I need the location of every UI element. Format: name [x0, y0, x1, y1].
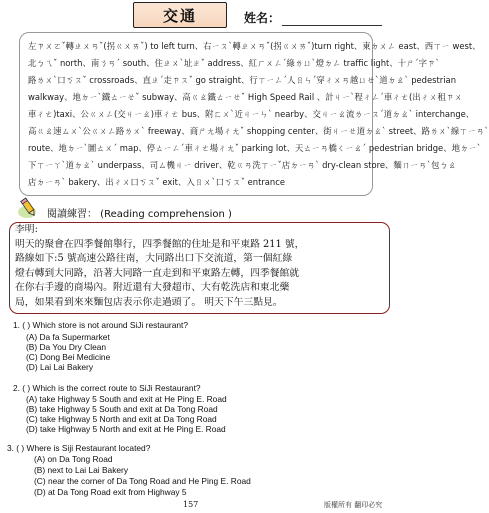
reading-passage — [9, 222, 390, 314]
vocab-line: 北ㄅㄟˇ north、南ㄋㄢˊ south、住ㄓㄨˋ址ㄓˇ address、紅ㄏㄨㄥˊ綠ㄌㄩˋ燈ㄉㄥ traffic light、十ㄕˊ字ㄗˋ — [28, 58, 440, 68]
name-label: 姓名： — [244, 11, 281, 25]
question-3-stem: 3. ( ) Where is Siji Restaurant located? — [7, 443, 151, 453]
question-1-option-d[interactable]: (D) Lai Lai Bakery — [26, 362, 94, 372]
vocab-line: 店ㄉㄧㄢˋ bakery、出ㄔㄨ口ㄎㄡˇ exit、入ㄖㄨˋ口ㄎㄡˇ entrance — [28, 177, 285, 187]
pencil-icon — [17, 196, 41, 220]
vocab-line: 左ㄗㄨㄛˇ轉ㄓㄨㄢˇ(拐ㄍㄨㄞˇ) to left turn、右ㄧㄡˋ轉ㄓㄨㄢˇ(拐ㄍㄨㄞˇ)turn right、東ㄉㄨㄥ east、西ㄒㄧ west、 — [28, 41, 481, 51]
question-3-option-a[interactable]: (A) on Da Tong Road — [34, 454, 113, 464]
vocab-line: route、地ㄉㄧˋ圖ㄊㄨˊ map、停ㄊㄧㄥˊ車ㄔㄜ場ㄔㄤˇ parking lot、天ㄊㄧㄢ橋ㄑㄧㄠˊ pedestrian bridge、地ㄉㄧˋ — [28, 143, 481, 153]
question-1-option-a[interactable]: (A) Da fa Supermarket — [26, 332, 110, 342]
copyright-note: 版權所有 翻印必究 — [324, 501, 383, 509]
passage-line: 李明: — [15, 224, 38, 235]
question-2-option-b[interactable]: (B) take Highway 5 South and exit at Da Tong Road — [26, 404, 218, 414]
passage-line: 明天的聚會在四季餐館舉行，四季餐館的住址是和平東路 211 號， — [15, 238, 305, 250]
vocab-line: 高ㄍㄠ速ㄙㄨˋ公ㄍㄨㄥ路ㄌㄨˋ freeway、商ㄕㄤ場ㄔㄤˇ shopping center、街ㄐㄧㄝ道ㄉㄠˋ street、路ㄌㄨˋ線ㄒㄧㄢˋ — [28, 126, 489, 136]
page-title-text: 交通 — [162, 6, 197, 25]
question-1-option-c[interactable]: (C) Dong Bei Medicine — [26, 352, 111, 362]
passage-line: 路線如下:5 號高速公路往南，大同路出口下交流道，第一個紅綠 — [15, 253, 293, 265]
question-3-option-c[interactable]: (C) near the corner of Da Tong Road and He Ping E. Road — [34, 476, 251, 486]
vocab-line: 下ㄒㄧㄚˋ道ㄉㄠˋ underpass、司ㄙ機ㄐㄧ driver、乾ㄍㄢ洗ㄒㄧˇ店ㄉㄧㄢˋ dry-clean store、麵ㄇㄧㄢˋ包ㄅㄠ — [28, 160, 457, 170]
question-3-option-b[interactable]: (B) next to Lai Lai Bakery — [34, 465, 129, 475]
vocab-line: walkway、地ㄉㄧˋ鐵ㄊㄧㄝˇ subway、高ㄍㄠ鐵ㄊㄧㄝˇ High Speed Rail 、計ㄐㄧˋ程ㄔㄥˊ車ㄔㄜ(出ㄔㄨ租ㄗㄨ — [28, 92, 463, 102]
question-3-option-d[interactable]: (D) at Da Tong Road exit from Highway 5 — [34, 487, 187, 497]
question-2-option-c[interactable]: (C) take Highway 5 North and exit at Da Tong Road — [26, 414, 217, 424]
page-title — [133, 2, 227, 28]
vocabulary-box — [19, 32, 489, 196]
passage-line: 燈右轉到大同路，沿著大同路一直走到和平東路左轉，四季餐館就 — [15, 267, 300, 279]
question-2-option-d[interactable]: (D) take Highway 5 North and exit at He Ping E. Road — [26, 424, 226, 434]
name-field-line[interactable] — [282, 25, 382, 26]
passage-line: 在你右手邊的商場內。附近還有大發超市、大有乾洗店和東北藥 — [15, 282, 290, 294]
question-2-stem: 2. ( ) Which is the correct route to SiJi Restaurant? — [13, 383, 201, 393]
vocab-line: 路ㄌㄨˋ口ㄎㄡˇ crossroads、直ㄓˊ走ㄗㄡˇ go straight、行ㄒㄧㄥˊ人ㄖㄣˊ穿ㄔㄨㄢ越ㄩㄝˋ道ㄉㄠˋ pedestrian — [28, 75, 456, 85]
reading-section-title: 閱讀練習： (Reading comprehension ) — [47, 209, 232, 220]
vocab-line: 車ㄔㄜ)taxi、公ㄍㄨㄥ(交ㄐㄧㄠ)車ㄔㄜ bus、附ㄈㄨˋ近ㄐㄧㄣˋ nearby、交ㄐㄧㄠ流ㄌㄧㄡˊ道ㄉㄠˋ interchange、 — [28, 109, 475, 119]
page-number: 157 — [183, 500, 199, 509]
question-1-option-b[interactable]: (B) Da You Dry Clean — [26, 342, 107, 352]
passage-line: 局，如果看到來來麵包店表示你走過頭了。 明天下午三點見。 — [15, 297, 283, 308]
question-1-stem: 1. ( ) Which store is not around SiJi restaurant? — [13, 320, 189, 330]
question-2-option-a[interactable]: (A) take Highway 5 South and exit at He Ping E. Road — [26, 394, 227, 404]
